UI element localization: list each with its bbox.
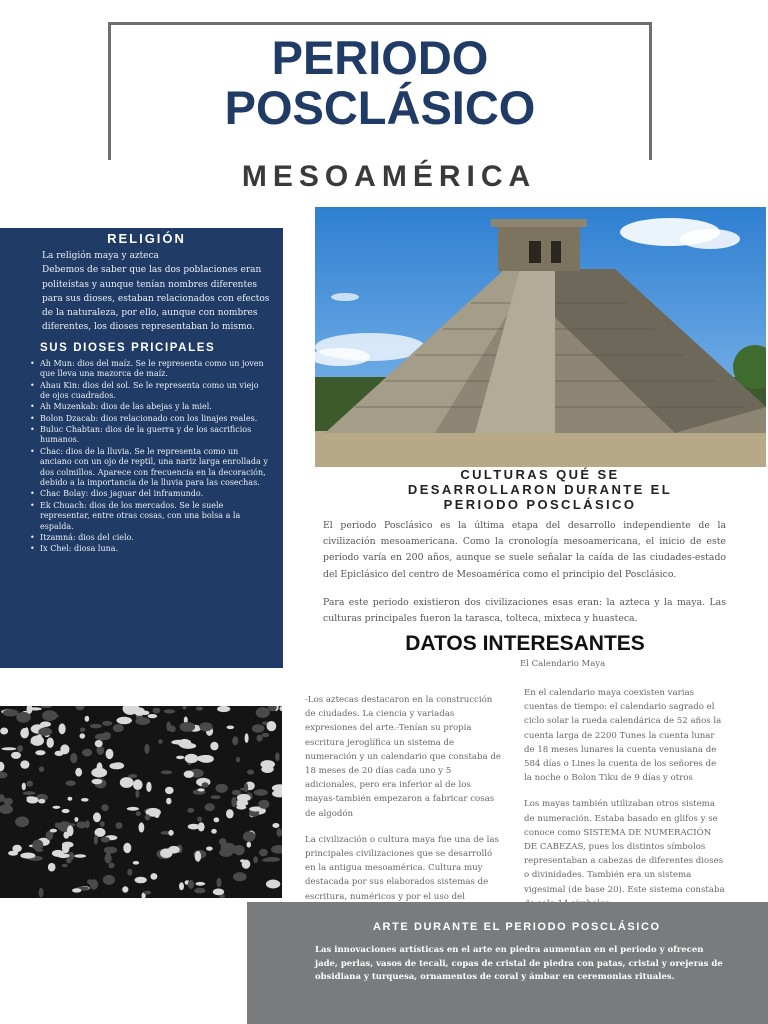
rock-speckle bbox=[226, 809, 234, 818]
rock-speckle bbox=[94, 835, 98, 845]
rock-speckle bbox=[92, 779, 103, 785]
god-item: • Ahau Kin: dios del sol. Se le representa como un viejo de ojos cuadrados. bbox=[40, 381, 269, 402]
rock-speckle bbox=[80, 733, 86, 738]
rock-speckle bbox=[24, 727, 28, 736]
rock-speckle bbox=[267, 721, 277, 731]
rock-speckle bbox=[68, 797, 73, 801]
rock-speckle bbox=[135, 790, 139, 798]
rock-speckle bbox=[150, 873, 157, 880]
obsidian-rocks-photo bbox=[0, 706, 282, 898]
rock-speckle bbox=[82, 749, 92, 757]
rock-speckle bbox=[112, 762, 124, 769]
rock-speckle bbox=[76, 821, 87, 828]
rock-speckle bbox=[144, 744, 149, 754]
rock-speckle bbox=[166, 798, 171, 805]
rock-speckle bbox=[179, 882, 184, 890]
rock-speckle bbox=[180, 722, 196, 732]
rock-speckle bbox=[133, 779, 143, 790]
rock-speckle bbox=[116, 717, 132, 724]
title-box bbox=[108, 22, 652, 164]
rock-speckle bbox=[50, 829, 57, 833]
datos-title: DATOS INTERESANTES bbox=[405, 632, 645, 655]
rock-speckle bbox=[266, 880, 280, 889]
religion-intro-body: Debemos de saber que las dos poblaciones eran politeístas y aunque tenían nombres diferentes para sus dioses, estaban relacionados con efectos de la naturaleza, por ello, aunque con nombres diferentes, los dioses representaban lo mismo. bbox=[42, 265, 270, 333]
rock-speckle bbox=[101, 804, 108, 811]
rock-speckle bbox=[74, 817, 78, 822]
rock-speckle bbox=[8, 851, 18, 856]
religion-panel bbox=[0, 228, 283, 668]
pyramid-photo bbox=[315, 207, 766, 467]
rock-speckle bbox=[105, 853, 112, 863]
rock-speckle bbox=[106, 749, 114, 759]
god-item: • Chac: dios de la lluvia. Se le representa como un anciano con un ojo de reptil, una nariz larga enrollada y dos colmillos. Aparece con frecuencia en la decoración, debido a la importancia de la lluvia para las cosechas. bbox=[40, 447, 269, 489]
rock-speckle bbox=[90, 879, 99, 889]
rock-speckle bbox=[196, 707, 203, 711]
rock-speckle bbox=[211, 829, 217, 834]
cultures-title-line1: CULTURAS QUÉ SE bbox=[460, 467, 620, 482]
rock-speckle bbox=[100, 821, 105, 827]
religion-title: RELIGIÓN bbox=[107, 231, 186, 246]
rock-speckle bbox=[127, 869, 132, 876]
rock-speckle bbox=[236, 757, 240, 763]
rock-speckle bbox=[197, 755, 213, 762]
god-item: • Ek Chuach: dios de los mercados. Se le suele representar, entre otras cosas, con una bolsa a la espalda. bbox=[40, 501, 269, 533]
rock-speckle bbox=[70, 753, 77, 763]
rock-speckle bbox=[210, 742, 218, 751]
rock-speckle bbox=[127, 807, 139, 811]
god-item: • Chac Bolay: dios jaguar del inframundo. bbox=[40, 489, 269, 500]
rock-speckle bbox=[136, 811, 141, 816]
cultures-paragraph: El periodo Posclásico es la última etapa del desarrollo independiente de la civilización mesoamericana. Como la cronología mesoamericana, el inicio de este periodo varía en 200 años, aunque se suele señalar la caída de las ciudades-estado del Epiclásico del centro de Mesoamérica como el principio del Posclásico. bbox=[323, 520, 726, 580]
rock-speckle bbox=[47, 738, 54, 748]
rock-speckle bbox=[194, 888, 205, 894]
rock-speckle bbox=[204, 803, 214, 811]
rock-speckle bbox=[214, 817, 220, 822]
rock-speckle bbox=[75, 768, 82, 777]
datos-paragraph: -Los aztecas destacaron en la construcción de ciudades. La ciencia y variadas expresiones del arte.-Tenían su propia escritura jeroglífica un sistema de numeración y un calendario que constaba de 18 meses de 20 días cada uno y 5 adicionales, pero era inferior al de los mayas-también empezaron a fabricar cosas de algodón bbox=[305, 695, 501, 819]
rock-speckle bbox=[161, 770, 173, 774]
rock-speckle bbox=[1, 747, 16, 750]
rock-speckle bbox=[199, 722, 212, 731]
rock-speckle bbox=[195, 851, 201, 862]
rock-speckle bbox=[231, 797, 237, 807]
god-item: • Ah Mun: dios del maíz. Se le representa como un joven que lleva una mazorca de maíz. bbox=[40, 359, 269, 380]
rock-speckle bbox=[188, 824, 200, 830]
rock-speckle bbox=[185, 754, 199, 763]
rock-speckle bbox=[101, 837, 110, 843]
rocks-texture bbox=[0, 706, 282, 898]
rock-speckle bbox=[272, 823, 279, 828]
rock-speckle bbox=[213, 889, 224, 896]
rock-speckle bbox=[240, 859, 245, 862]
rock-speckle bbox=[165, 787, 174, 794]
page-subtitle bbox=[0, 160, 768, 194]
rock-speckle bbox=[26, 781, 33, 787]
rock-speckle bbox=[123, 843, 131, 853]
rock-speckle bbox=[148, 714, 158, 718]
rock-speckle bbox=[254, 789, 268, 796]
rock-speckle bbox=[116, 822, 123, 829]
datos-paragraph: Los mayas también utilizaban otros sistema de numeración. Estaba basado en glifos y se conoce como SISTEMA DE NUMERACIÓN DE CABEZAS, pues los distintos símbolos representaban a cabezas de diferentes dioses o divinidades. También era un sistema vigesimal (de base 20). Este sistema constaba bbox=[524, 799, 725, 895]
rock-speckle bbox=[62, 842, 74, 848]
rock-speckle bbox=[187, 808, 194, 813]
rock-speckle bbox=[176, 756, 184, 760]
rock-speckle bbox=[133, 861, 139, 865]
rock-speckle bbox=[262, 733, 270, 738]
rock-speckle bbox=[265, 857, 280, 862]
rock-speckle bbox=[195, 882, 205, 886]
rock-speckle bbox=[85, 716, 90, 722]
rock-speckle bbox=[16, 712, 31, 723]
rock-speckle bbox=[27, 797, 39, 804]
rock-speckle bbox=[145, 814, 151, 820]
rock-speckle bbox=[236, 805, 246, 810]
rock-speckle bbox=[35, 750, 45, 755]
religion-intro bbox=[42, 249, 275, 335]
rock-speckle bbox=[252, 724, 265, 732]
cultures-text bbox=[323, 518, 726, 639]
god-item: • Itzamná: dios del cielo. bbox=[40, 533, 269, 544]
rock-speckle bbox=[168, 846, 180, 854]
rock-speckle bbox=[11, 752, 21, 759]
rock-speckle bbox=[0, 728, 8, 735]
rock-speckle bbox=[146, 782, 151, 792]
rock-speckle bbox=[59, 723, 66, 734]
cultures-title-line2: DESARROLLARON DURANTE EL bbox=[407, 482, 673, 497]
rock-speckle bbox=[166, 722, 171, 732]
rock-speckle bbox=[22, 783, 26, 791]
rock-speckle bbox=[202, 782, 209, 788]
rock-speckle bbox=[81, 798, 89, 802]
rock-speckle bbox=[244, 783, 248, 793]
rock-speckle bbox=[95, 740, 103, 747]
rock-speckle bbox=[256, 707, 270, 718]
rock-speckle bbox=[62, 809, 70, 813]
rock-speckle bbox=[135, 877, 147, 884]
rock-speckle bbox=[197, 817, 202, 822]
rock-speckle bbox=[108, 863, 114, 869]
rock-speckle bbox=[53, 806, 61, 809]
rock-speckle bbox=[184, 771, 194, 778]
rock-speckle bbox=[144, 891, 151, 895]
rock-speckle bbox=[237, 794, 251, 802]
rock-speckle bbox=[113, 724, 124, 732]
rock-speckle bbox=[245, 733, 249, 743]
rock-speckle bbox=[258, 800, 269, 809]
rock-speckle bbox=[55, 751, 64, 756]
rock-speckle bbox=[38, 799, 45, 804]
rock-speckle bbox=[103, 875, 115, 885]
rock-speckle bbox=[66, 780, 76, 786]
rock-speckle bbox=[104, 847, 117, 854]
rock-speckle bbox=[20, 760, 29, 768]
rock-speckle bbox=[39, 888, 44, 898]
rock-speckle bbox=[3, 709, 19, 716]
god-item: • Buluc Chabtan: dios de la guerra y de los sacrificios humanos. bbox=[40, 425, 269, 446]
gods-list bbox=[18, 359, 275, 555]
cultures-title bbox=[370, 467, 710, 512]
rock-speckle bbox=[247, 770, 254, 775]
rock-speckle bbox=[198, 788, 205, 791]
rock-speckle bbox=[91, 768, 107, 778]
rock-speckle bbox=[39, 766, 44, 772]
god-item: • Ix Chel: diosa luna. bbox=[40, 544, 269, 555]
datos-paragraph: La civilización o cultura maya fue una de las principales civilizaciones que se desarrolló en la antigua mesoamérica. Cultura muy destacada por sus elaborados sistemas de escritura, numéricos y por el uso del bbox=[305, 834, 499, 902]
rock-speckle bbox=[180, 743, 196, 749]
rock-speckle bbox=[247, 842, 252, 848]
rock-speckle bbox=[216, 784, 228, 793]
rock-speckle bbox=[52, 850, 64, 857]
rock-speckle bbox=[95, 733, 111, 740]
page-title-line1: PERIODO bbox=[271, 31, 489, 84]
rock-speckle bbox=[37, 734, 42, 740]
rock-speckle bbox=[62, 864, 68, 867]
rock-speckle bbox=[276, 828, 282, 836]
rock-speckle bbox=[259, 849, 268, 856]
god-item: • Ah Muzenkab: dios de las abejas y la miel. bbox=[40, 402, 269, 413]
rock-speckle bbox=[122, 886, 128, 892]
rock-speckle bbox=[164, 709, 175, 713]
rock-speckle bbox=[168, 830, 173, 836]
cultures-title-line3: PERIODO POSCLÁSICO bbox=[443, 497, 637, 512]
rock-speckle bbox=[128, 774, 137, 778]
rock-speckle bbox=[233, 872, 247, 881]
rock-speckle bbox=[227, 726, 235, 730]
rock-speckle bbox=[74, 854, 86, 858]
rock-speckle bbox=[153, 708, 161, 714]
religion-intro-heading: La religión maya y azteca bbox=[42, 251, 159, 261]
datos-paragraph: En el calendario maya coexisten varias cuentas de tiempo: el calendario sagrado el ciclo solar la rueda calendárica de 52 años la cuenta larga de 2200 Tunes la cuenta lunar de 18 meses lunares la cuenta venusiana de 584 días o Lines la cuenta de los señores de la noche o Bolon Tiku de 9 días y otros bbox=[524, 688, 722, 784]
rock-speckle bbox=[120, 777, 134, 788]
rock-speckle bbox=[232, 736, 238, 745]
rock-speckle bbox=[139, 822, 145, 832]
rock-speckle bbox=[275, 752, 280, 761]
rock-speckle bbox=[243, 831, 256, 841]
datos-column-right bbox=[524, 686, 726, 923]
god-item: • Bolon Dzacab: dios relacionado con los linajes reales. bbox=[40, 414, 269, 425]
rock-speckle bbox=[32, 840, 43, 851]
rock-speckle bbox=[93, 812, 101, 822]
rock-speckle bbox=[257, 735, 263, 742]
datos-subtitle: El Calendario Maya bbox=[520, 659, 606, 669]
gods-title: SUS DIOSES PRICIPALES bbox=[40, 341, 216, 354]
rock-speckle bbox=[72, 888, 81, 892]
rock-speckle bbox=[211, 795, 221, 799]
cultures-paragraph: Para este periodo existieron dos civilizaciones esas eran: la azteca y la maya. Las culturas principales fueron la tarasca, tolteca, mixteca y huasteca. bbox=[323, 596, 726, 625]
rock-speckle bbox=[55, 822, 60, 827]
rock-speckle bbox=[240, 788, 249, 791]
arte-title: ARTE DURANTE EL PERIODO POSCLÁSICO bbox=[373, 921, 661, 933]
rock-speckle bbox=[15, 817, 29, 828]
arte-panel bbox=[247, 902, 768, 1024]
rock-speckle bbox=[232, 790, 241, 795]
rock-speckle bbox=[188, 880, 194, 889]
pyramid-illustration bbox=[315, 207, 766, 467]
arte-body: Las innovaciones artísticas en el arte en piedra aumentan en el periodo y ofrecen jade, perlas, vasos de tecali, copas de cristal de piedra con patas, cristal y orejeras de obsidiana y turquesa, ornamentos de coral y ámbar en ceremonias rituales. bbox=[315, 945, 723, 982]
page-subtitle-text: MESOAMÉRICA bbox=[232, 160, 546, 193]
rock-speckle bbox=[48, 863, 56, 872]
rock-speckle bbox=[17, 745, 23, 752]
rock-speckle bbox=[35, 849, 43, 852]
rock-speckle bbox=[217, 878, 222, 887]
page-title-line2: POSCLÁSICO bbox=[224, 81, 536, 134]
rock-speckle bbox=[206, 847, 213, 851]
rock-speckle bbox=[80, 728, 85, 732]
rock-speckle bbox=[23, 791, 36, 795]
rock-speckle bbox=[261, 766, 273, 773]
rock-speckle bbox=[90, 724, 102, 728]
rock-speckle bbox=[44, 714, 59, 718]
rock-speckle bbox=[217, 706, 230, 712]
rock-speckle bbox=[66, 858, 72, 864]
rock-speckle bbox=[158, 739, 163, 744]
rock-speckle bbox=[222, 843, 226, 851]
rock-speckle bbox=[102, 721, 112, 726]
rock-speckle bbox=[20, 853, 35, 859]
rock-speckle bbox=[253, 856, 258, 863]
rock-speckle bbox=[67, 825, 74, 836]
